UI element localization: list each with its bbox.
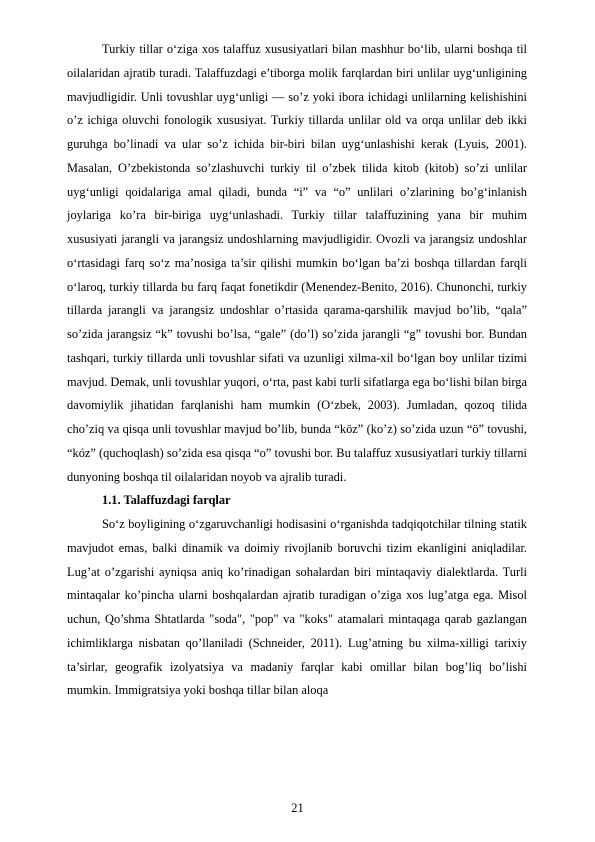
section-heading: 1.1. Talaffuzdagi farqlar <box>102 493 231 508</box>
page-number: 21 <box>291 801 304 815</box>
body-paragraph-1: Turkiy tillar o‘ziga xos talaffuz xususiyatlari bilan mashhur bo‘lib, ularni boshqa til oilalaridan ajratib turadi. Talaffuzdagi e’tiborga molik farqlardan biri unlilar uyg‘unligining mavjudligidir. Unli tovushlar uyg‘unligi — so’z yoki ibora ichidagi unlilarning kelishishini o’z ichiga oluvchi fonologik xususiyat. Turkiy tillarda unlilar old va orqa unlilar deb ikki guruhga bo’linadi va ular so’z ichida bir-biri bilan uyg‘unlashishi kerak (Lyuis, 2001). Masalan, O’zbekistonda so’zlashuvchi turkiy til o’zbek tilida kitob (kitob) so’zi unlilar uyg‘unligi qoidalariga amal qiladi, bunda “i” va “o” unlilari o’zlarining bo’g‘inlanish joylariga ko’ra bir-biriga uyg‘unlashadi. Turkiy tillar talaffuzining yana bir muhim xususiyati jarangli va jarangsiz undoshlarning mavjudligidir. Ovozli va jarangsiz undoshlar o‘rtasidagi farq so‘z ma’nosiga ta’sir qilishi mumkin bo‘lgan ba’zi boshqa tillardan farqli o‘laroq, turkiy tillarda bu farq faqat fonetikdir (Menendez-Benito, 2016). Chunonchi, turkiy tillarda jarangli va jarangsiz undoshlar o’rtasida qarama-qarshilik mavjud bo’lib, “qala” so’zida jarangsiz “k” tovushi bo’lsa, “gale” (do’l) so’zida jarangli “g” tovushi bor. Bundan tashqari, turkiy tillarda unli tovushlar sifati va uzunligi xilma-xil bo‘lgan boy unlilar tizimi mavjud. Demak, unli tovushlar yuqori, o‘rta, past kabi turli sifatlarga ega bo‘lishi bilan birga davomiylik jihatidan farqlanishi ham mumkin (O‘zbek, 2003). Jumladan, qozoq tilida cho’ziq va qisqa unli tovushlar mavjud bo’lib, bunda “köz” (ko’z) so’zida uzun “ö” tovushi, “kóz” (quchoqlash) so’zida esa qisqa “o” tovushi bor. Bu talaffuz xususiyatlari turkiy tillarni dunyoning boshqa til oilalaridan noyob va ajralib turadi. <box>67 42 527 484</box>
body-paragraph-2: So‘z boyligining o‘zgaruvchanligi hodisasini o‘rganishda tadqiqotchilar tilning statik mavjudot emas, balki dinamik va doimiy rivojlanib boruvchi tizim ekanligini aniqladilar. Lug’at o’zgarishi ayniqsa aniq ko’rinadigan sohalardan biri mintaqaviy dialektlarda. Turli mintaqalar ko’pincha ularni boshqalardan ajratib turadigan o’ziga xos lug’atga ega. Misol uchun, Qo’shma Shtatlarda "soda", "pop" va "koks" atamalari mintaqaga qarab gazlangan ichimliklarga nisbatan qo’llaniladi (Schneider, 2011). Lug’atning bu xilma-xilligi tarixiy ta’sirlar, geografik izolyatsiya va madaniy farqlar kabi omillar bilan bog’liq bo’lishi mumkin. Immigratsiya yoki boshqa tillar bilan aloqa <box>67 517 527 698</box>
document-page <box>67 38 527 703</box>
